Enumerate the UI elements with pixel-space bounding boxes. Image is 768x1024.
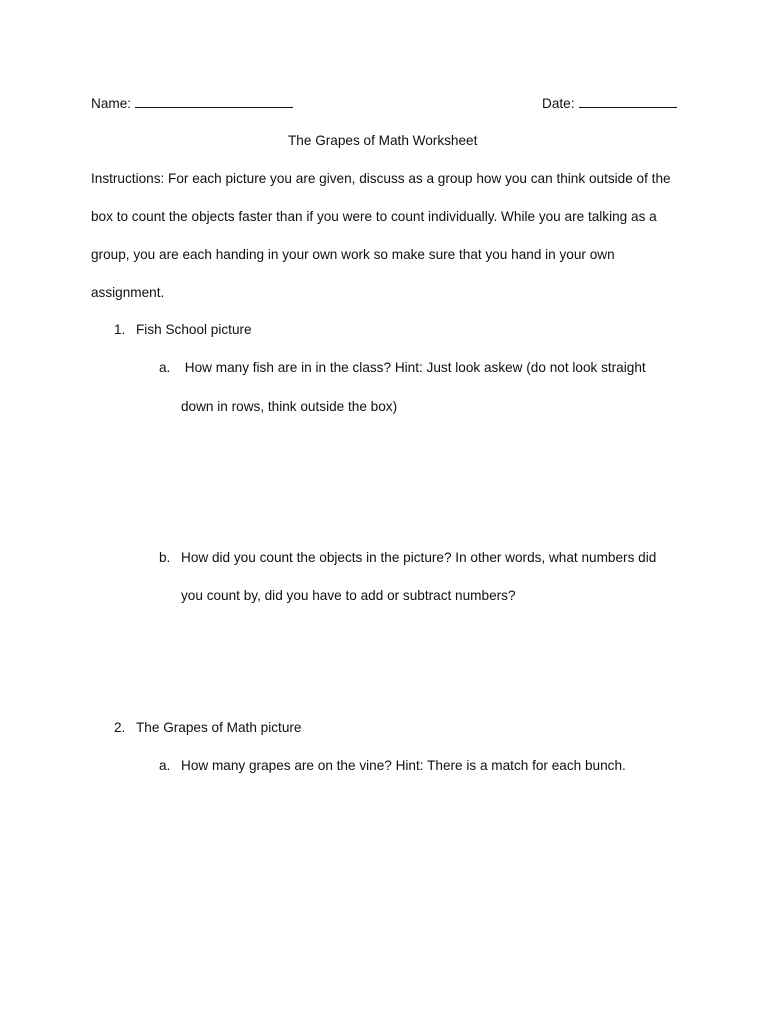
date-field	[542, 95, 677, 112]
question-1b-line-2: you count by, did you have to add or subtract numbers?	[181, 588, 516, 603]
question-2-number: 2.	[114, 720, 126, 735]
question-2a-marker: a.	[159, 758, 171, 773]
worksheet-title: The Grapes of Math Worksheet	[288, 133, 478, 148]
date-blank-line	[579, 95, 677, 108]
instructions-line-3: group, you are each handing in your own work so make sure that you hand in your own	[91, 247, 615, 262]
question-2a-line-1: How many grapes are on the vine? Hint: There is a match for each bunch.	[181, 758, 626, 773]
question-1a-line-1: How many fish are in in the class? Hint: Just look askew (do not look straight	[181, 360, 646, 375]
question-1-number: 1.	[114, 322, 126, 337]
question-1b-marker: b.	[159, 550, 171, 565]
instructions-line-1: Instructions: For each picture you are given, discuss as a group how you can think outside of the	[91, 171, 671, 186]
question-1a-marker: a.	[159, 360, 171, 375]
question-2-title: The Grapes of Math picture	[136, 720, 302, 735]
name-label: Name:	[91, 96, 132, 111]
instructions-line-2: box to count the objects faster than if you were to count individually. While you are talking as a	[91, 209, 657, 224]
instructions-line-4: assignment.	[91, 285, 165, 300]
question-1b-line-1: How did you count the objects in the picture? In other words, what numbers did	[181, 550, 657, 565]
date-label: Date:	[542, 96, 575, 111]
question-1a-line-2: down in rows, think outside the box)	[181, 399, 398, 414]
question-1-title: Fish School picture	[136, 322, 252, 337]
name-field	[91, 95, 293, 112]
name-blank-line	[135, 95, 293, 108]
